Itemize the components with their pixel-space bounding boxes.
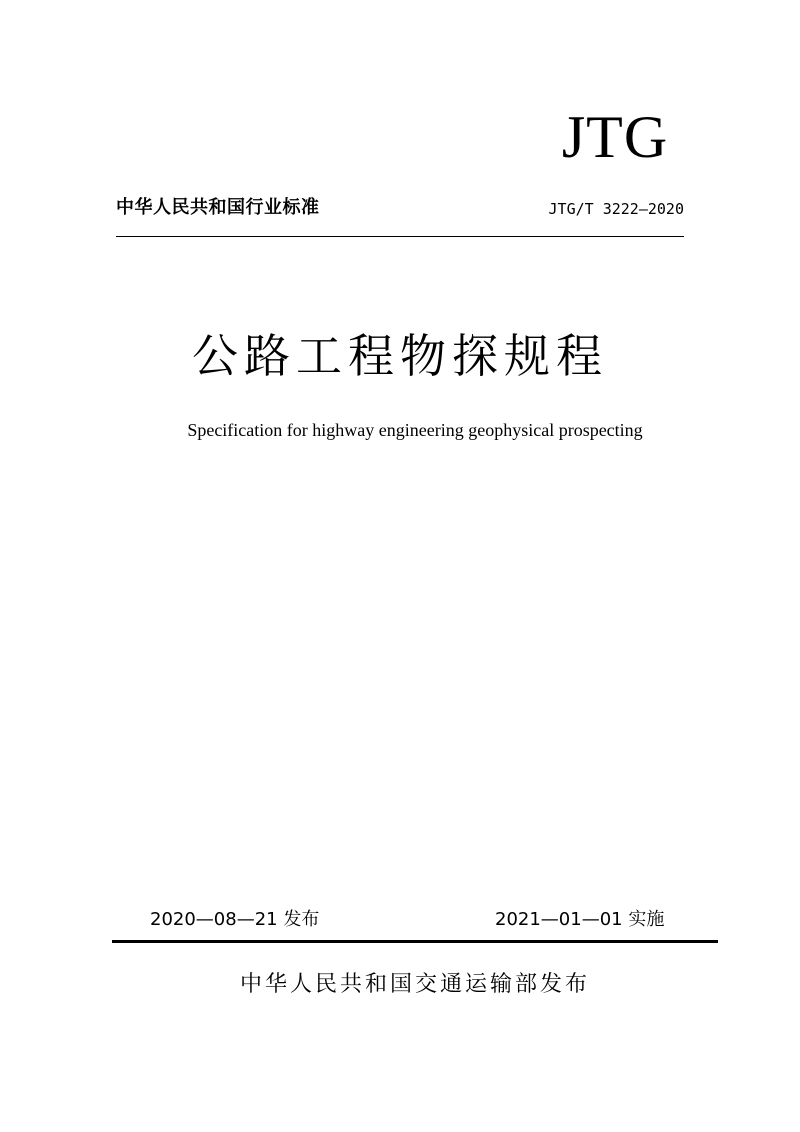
page-title-chinese: 公路工程物探规程	[192, 329, 608, 383]
standard-number: JTG/T 3222—2020	[548, 200, 684, 218]
page-title-english: Specification for highway engineering geophysical prospecting	[187, 420, 643, 440]
jtg-logo: JTG	[561, 104, 669, 170]
publisher: 中华人民共和国交通运输部发布	[239, 972, 590, 997]
standard-category: 中华人民共和国行业标准	[116, 197, 320, 218]
footer-divider	[112, 940, 718, 943]
effective-date: 2021—01—01 实施	[495, 909, 665, 930]
issue-date: 2020—08—21 发布	[150, 909, 320, 930]
header-divider	[116, 236, 684, 237]
